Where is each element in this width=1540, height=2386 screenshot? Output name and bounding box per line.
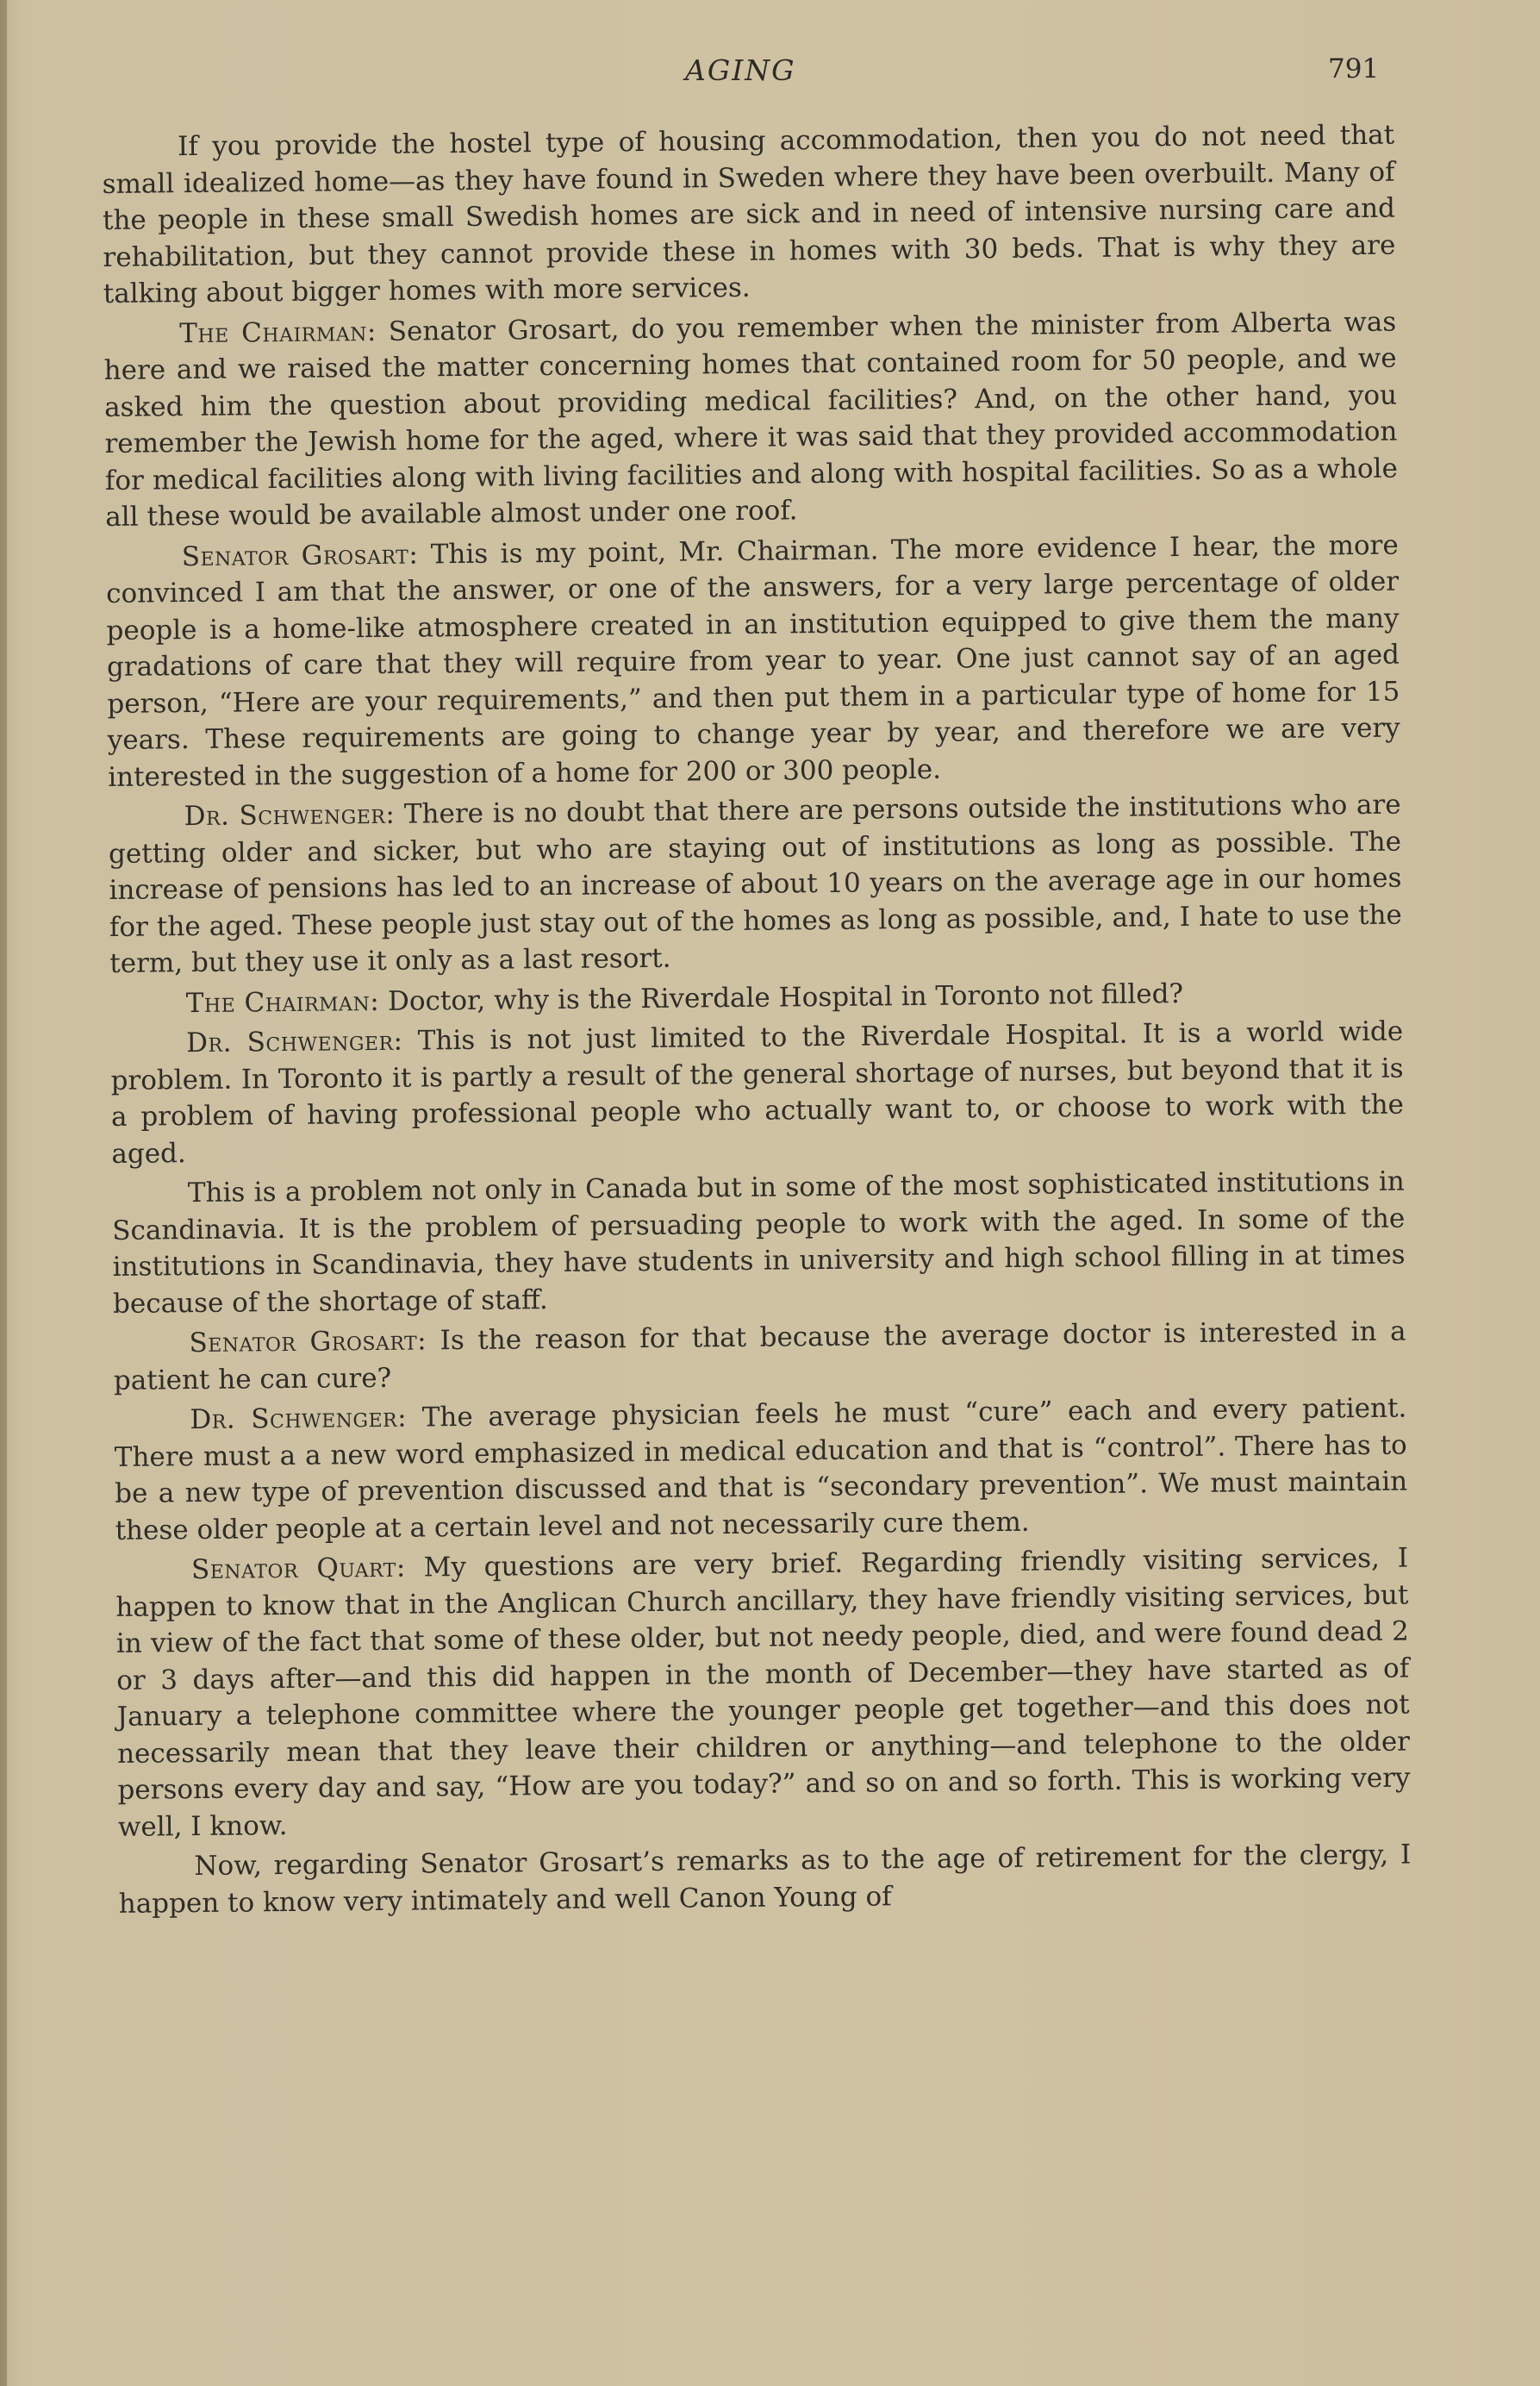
- paragraph-text: This is my point, Mr. Chairman. The more evidence I hear, the more convinced I am that the answer, or one of the answers, for a very large percentage of older people is a home-like atmosphere created in an institution equipped to give them the many gradations of care that they will require from year to year. One just cannot say of an aged person, “Here are your requirements,” and then put them in a particular type of home for 15 years. These requirements are going to change year by year, and therefore we are very interested in the suggestion of a home for 200 or 300 people.: [106, 529, 1400, 793]
- paragraph-text: Senator Grosart, do you remember when the minister from Alberta was here and we raised the matter concerning homes that contained room for 50 people, and we asked him the question about providing medical facilities? And, on the other hand, you remember the Jewish home for the aged, where it was said that they provided accommodation for medical facilities along with living facilities and along with hospital facilities. So as a whole all these would be available almost under one roof.: [103, 306, 1399, 533]
- speaker-label: Senator Grosart:: [181, 538, 419, 572]
- paragraph-text: If you provide the hostel type of housing accommodation, then you do not need that small idealized home—as they have found in Sweden where they have been overbuilt. Many of the people in these small Swedish homes are sick and in need of intensive nursing care and rehabilitation, but they cannot provide these in homes with 30 beds. That is why they are talking about bigger homes with more services.: [102, 119, 1396, 309]
- paragraph-8: [113, 1314, 1406, 1399]
- page-binding-edge: [0, 0, 7, 2386]
- page-number: 791: [1328, 53, 1380, 84]
- paragraph-11: [118, 1837, 1412, 1922]
- paragraph-text: Now, regarding Senator Grosart’s remarks as to the age of retirement for the clergy, I happen to know very intimately and well Canon Young of: [118, 1839, 1412, 1920]
- speaker-label: Senator Grosart:: [189, 1325, 427, 1359]
- speaker-label: Dr. Schwenger:: [184, 798, 396, 833]
- paragraph-text: My questions are very brief. Regarding friendly visiting services, I happen to know that in the Anglican Church ancillary, they have friendly visiting services, but in view of the fact that some of these older, but not needy people, died, and were found dead 2 or 3 days after—and this did happen in the month of December—they have started as of January a telephone committee where the younger people get together—and this does not necessarily mean that they leave their children or anything—and telephone to the older persons every day and say, “How are you today?” and so on and so forth. This is working very well, I know.: [115, 1542, 1411, 1843]
- paragraph-10: [115, 1540, 1411, 1846]
- paragraph-3: [106, 527, 1401, 796]
- paragraph-6: [110, 1014, 1405, 1172]
- paragraph-7: [112, 1164, 1406, 1322]
- paragraph-text: This is not just limited to the Riverdale Hospital. It is a world wide problem. In Toronto it is partly a result of the general shortage of nurses, but beyond that it is a problem of having professional people who actually want to, or choose to work with the aged.: [110, 1015, 1405, 1170]
- speaker-label: Senator Quart:: [190, 1552, 407, 1586]
- paragraph-text: The average physician feels he must “cure” each and every patient. There must a a new word emphasized in medical education and that is “control”. There has to be a new type of prevention discussed and that is “secondary prevention”. We must maintain these older people at a certain level and not necessarily cure them.: [114, 1392, 1408, 1546]
- running-title: AGING: [685, 53, 796, 87]
- paragraph-text: This is a problem not only in Canada but in some of the most sophisticated institutions in Scandinavia. It is the problem of persuading people to work with the aged. In some of the institutions in Scandinavia, they have students in university and high school filling in at times because of the shortage of staff.: [112, 1165, 1406, 1320]
- speaker-label: The Chairman:: [185, 985, 380, 1019]
- body-text: [102, 117, 1412, 1926]
- paragraph-text: Is the reason for that because the average doctor is interested in a patient he can cure?: [113, 1315, 1406, 1396]
- paragraph-text: Doctor, why is the Riverdale Hospital in Toronto not filled?: [378, 978, 1184, 1017]
- running-header: [0, 53, 1540, 105]
- speaker-label: Dr. Schwenger:: [190, 1402, 408, 1436]
- speaker-label: Dr. Schwenger:: [186, 1025, 403, 1059]
- paragraph-1: [102, 117, 1396, 313]
- speaker-label: The Chairman:: [179, 315, 377, 349]
- paragraph-2: [103, 303, 1398, 535]
- paragraph-4: [108, 787, 1402, 983]
- paragraph-text: There is no doubt that there are persons outside the institutions who are getting older and sicker, but who are staying out of institutions as long as possible. The increase of pensions has led to an increase of about 10 years on the average age in our homes for the aged. These people just stay out of the homes as long as possible, and, I hate to use the term, but they use it only as a last resort.: [108, 789, 1402, 979]
- paragraph-9: [114, 1390, 1408, 1549]
